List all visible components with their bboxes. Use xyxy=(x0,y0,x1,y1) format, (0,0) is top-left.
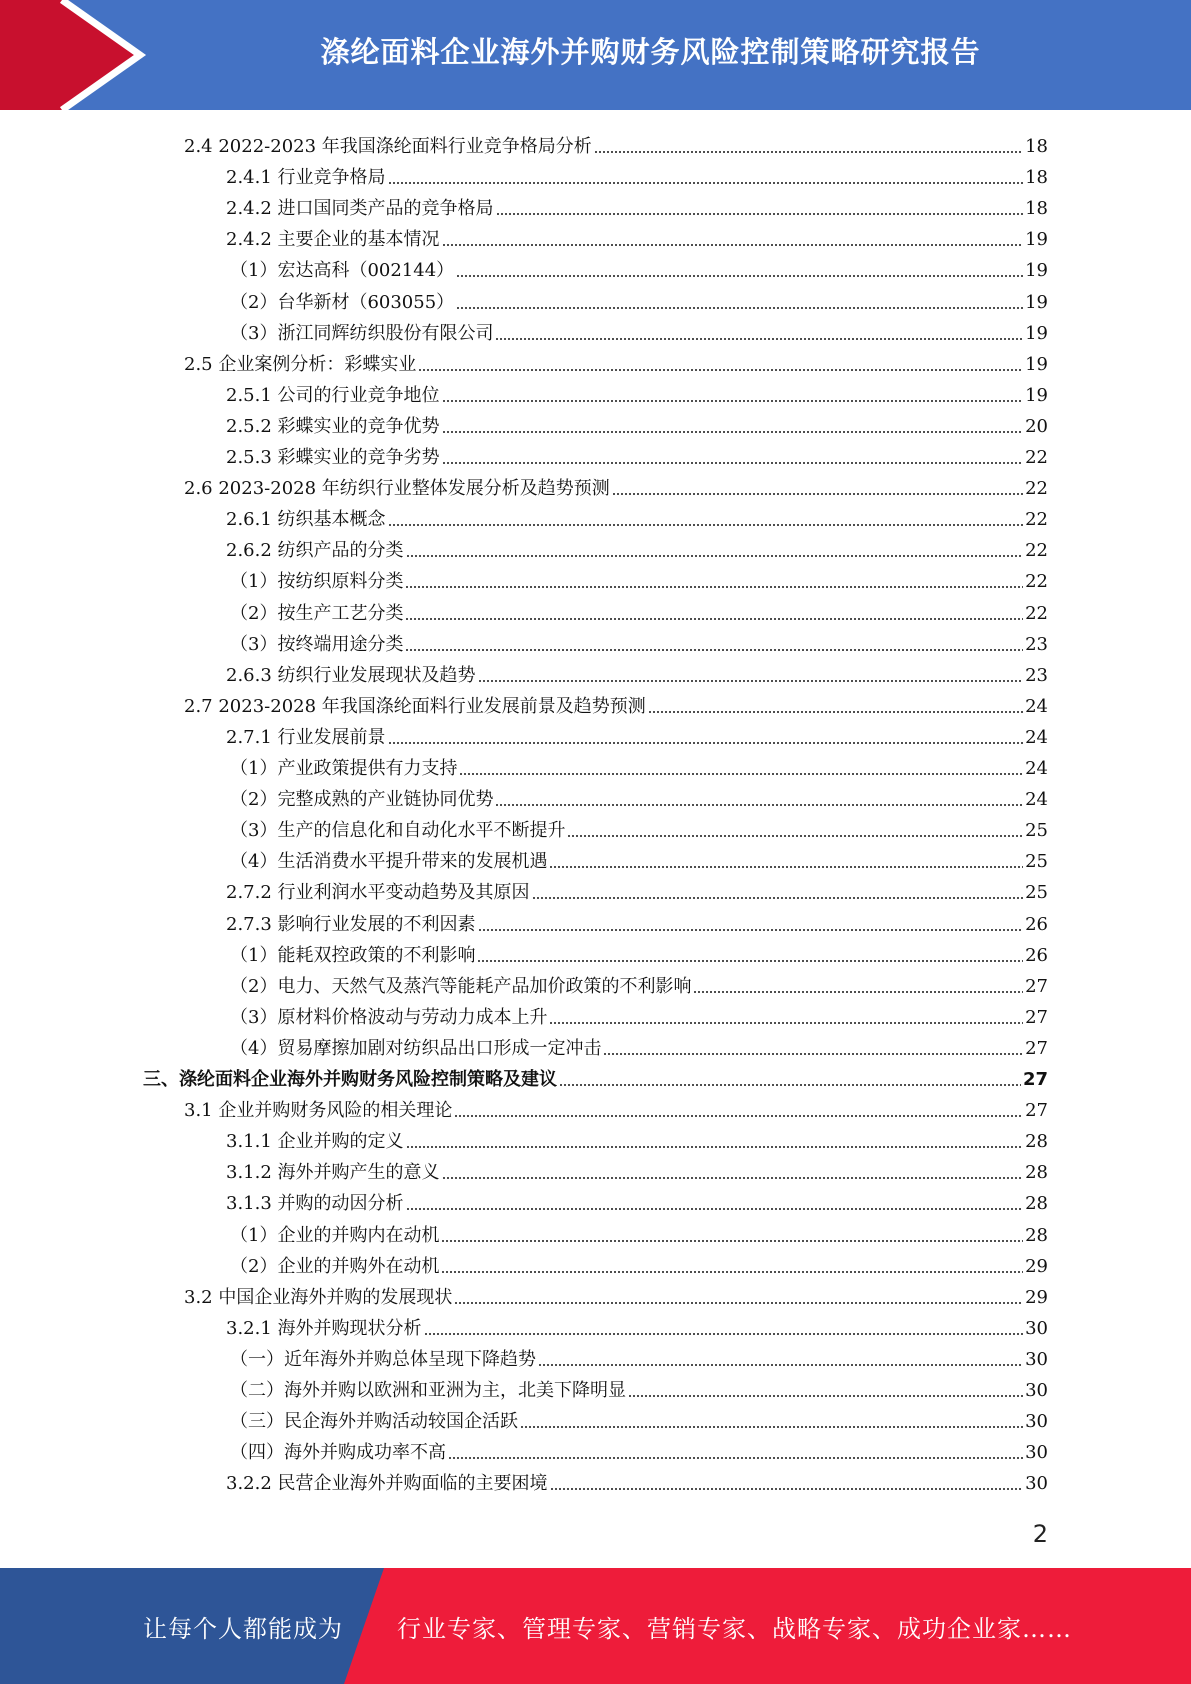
toc-entry-title: （3）浙江同辉纺织股份有限公司 xyxy=(230,322,494,344)
toc-entry[interactable] xyxy=(230,1247,1048,1278)
toc-entry[interactable] xyxy=(226,718,1048,749)
toc-dot-leader xyxy=(603,1053,1023,1055)
toc-entry[interactable] xyxy=(226,500,1048,531)
toc-entry-title: 3.2.2 民营企业海外并购面临的主要困境 xyxy=(226,1473,548,1495)
toc-entry[interactable] xyxy=(226,1309,1048,1340)
toc-entry-title: 2.5.1 公司的行业竞争地位 xyxy=(226,384,440,406)
toc-entry-page: 28 xyxy=(1025,1131,1048,1153)
toc-entry[interactable] xyxy=(230,967,1048,998)
page-number: 2 xyxy=(1032,1520,1048,1548)
toc-dot-leader xyxy=(495,804,1023,806)
toc-entry-page: 19 xyxy=(1025,291,1048,313)
toc-entry-page: 18 xyxy=(1025,198,1048,220)
toc-entry[interactable] xyxy=(230,1402,1048,1433)
toc-entry-title: 3.1 企业并购财务风险的相关理论 xyxy=(184,1100,453,1122)
toc-entry-title: 3.2 中国企业海外并购的发展现状 xyxy=(184,1286,453,1308)
toc-entry[interactable] xyxy=(230,1029,1048,1060)
header-banner xyxy=(0,0,1191,110)
toc-entry-title: （2）完整成熟的产业链协同优势 xyxy=(230,789,494,811)
toc-entry-title: 2.6.2 纺织产品的分类 xyxy=(226,540,404,562)
toc-entry-title: 3.1.2 海外并购产生的意义 xyxy=(226,1162,440,1184)
toc-entry[interactable] xyxy=(226,189,1048,220)
toc-dot-leader xyxy=(442,462,1024,464)
toc-entry-page: 23 xyxy=(1025,633,1048,655)
toc-dot-leader xyxy=(406,555,1024,557)
toc-entry-page: 24 xyxy=(1025,695,1048,717)
toc-dot-leader xyxy=(406,1208,1024,1210)
toc-entry-page: 24 xyxy=(1025,726,1048,748)
toc-entry-page: 19 xyxy=(1025,322,1048,344)
toc-entry-title: （3）生产的信息化和自动化水平不断提升 xyxy=(230,820,566,842)
toc-entry-page: 24 xyxy=(1025,789,1048,811)
toc-entry-page: 30 xyxy=(1025,1348,1048,1370)
toc-entry-title: （二）海外并购以欧洲和亚洲为主，北美下降明显 xyxy=(230,1380,626,1401)
toc-dot-leader xyxy=(477,960,1023,962)
toc-entry[interactable] xyxy=(226,376,1048,407)
toc-entry[interactable] xyxy=(230,283,1048,314)
toc-entry-page: 27 xyxy=(1025,975,1048,997)
toc-entry-title: 3.1.1 企业并购的定义 xyxy=(226,1131,404,1153)
toc-entry-page: 25 xyxy=(1025,820,1048,842)
toc-entry-page: 22 xyxy=(1025,447,1048,468)
toc-dot-leader xyxy=(441,1240,1023,1242)
toc-entry-title: （1）按纺织原料分类 xyxy=(230,571,404,593)
toc-entry-page: 22 xyxy=(1025,478,1048,500)
toc-dot-leader xyxy=(567,835,1023,837)
toc-entry-page: 27 xyxy=(1025,1006,1048,1028)
toc-entry[interactable] xyxy=(226,407,1048,438)
toc-entry-page: 25 xyxy=(1025,851,1048,873)
toc-entry-page: 22 xyxy=(1025,540,1048,562)
toc-entry-title: 2.7.2 行业利润水平变动趋势及其原因 xyxy=(226,882,530,904)
toc-entry-title: 3.2.1 海外并购现状分析 xyxy=(226,1317,422,1339)
toc-dot-leader xyxy=(454,1115,1023,1117)
toc-entry-title: 2.5.2 彩蝶实业的竞争优势 xyxy=(226,415,440,437)
toc-entry[interactable] xyxy=(230,936,1048,967)
toc-entry[interactable] xyxy=(230,780,1048,811)
toc-entry-page: 27 xyxy=(1025,1037,1048,1059)
footer-slogan-right: 行业专家、管理专家、营销专家、战略专家、成功企业家…… xyxy=(397,1614,1072,1643)
toc-dot-leader xyxy=(693,991,1023,993)
toc-entry[interactable] xyxy=(226,1184,1048,1215)
toc-entry-page: 28 xyxy=(1025,1193,1048,1215)
footer-slogan-left: 让每个人都能成为 xyxy=(143,1614,343,1643)
toc-entry[interactable] xyxy=(226,438,1048,469)
toc-entry[interactable] xyxy=(184,345,1048,376)
toc-entry-page: 20 xyxy=(1025,415,1048,437)
toc-entry[interactable] xyxy=(184,1091,1048,1122)
toc-entry[interactable] xyxy=(230,811,1048,842)
footer-banner xyxy=(0,1568,1191,1684)
toc-entry-title: （1）产业政策提供有力支持 xyxy=(230,758,458,779)
toc-entry-title: （2）企业的并购外在动机 xyxy=(230,1255,440,1277)
toc-entry-title: （三）民企海外并购活动较国企活跃 xyxy=(230,1411,518,1433)
toc-entry-page: 27 xyxy=(1025,1100,1048,1122)
toc-entry-page: 22 xyxy=(1025,571,1048,593)
toc-dot-leader xyxy=(405,649,1023,651)
toc-entry-page: 30 xyxy=(1025,1380,1048,1401)
toc-entry-title: （3）按终端用途分类 xyxy=(230,633,404,655)
toc-entry[interactable] xyxy=(230,1216,1048,1247)
toc-entry[interactable] xyxy=(230,562,1048,593)
toc-entry-title: （一）近年海外并购总体呈现下降趋势 xyxy=(230,1348,536,1370)
toc-entry-title: （4）贸易摩擦加剧对纺织品出口形成一定冲击 xyxy=(230,1037,602,1059)
toc-dot-leader xyxy=(388,182,1024,184)
toc-entry-title: 2.7.3 影响行业发展的不利因素 xyxy=(226,913,476,935)
toc-dot-leader xyxy=(612,493,1023,495)
toc-dot-leader xyxy=(442,431,1024,433)
toc-dot-leader xyxy=(448,1457,1023,1459)
toc-entry-page: 28 xyxy=(1025,1162,1048,1184)
toc-entry[interactable] xyxy=(184,687,1048,718)
toc-entry[interactable] xyxy=(226,220,1048,251)
toc-entry-title: 2.7.1 行业发展前景 xyxy=(226,726,386,748)
toc-dot-leader xyxy=(550,1488,1024,1490)
toc-entry[interactable] xyxy=(184,469,1048,500)
toc-entry[interactable] xyxy=(230,998,1048,1029)
toc-entry[interactable] xyxy=(226,1153,1048,1184)
toc-entry-title: 2.6 2023-2028 年纺织行业整体发展分析及趋势预测 xyxy=(184,478,610,500)
toc-entry[interactable] xyxy=(230,749,1048,780)
toc-entry-title: （2）按生产工艺分类 xyxy=(230,602,404,624)
toc-entry-page: 27 xyxy=(1022,1069,1048,1090)
toc-dot-leader xyxy=(538,1364,1023,1366)
toc-dot-leader xyxy=(405,618,1023,620)
toc-entry-page: 30 xyxy=(1025,1317,1048,1339)
toc-entry-title: 2.6.1 纺织基本概念 xyxy=(226,509,386,531)
toc-dot-leader xyxy=(405,586,1023,588)
toc-entry-page: 18 xyxy=(1025,136,1048,157)
toc-dot-leader xyxy=(549,1022,1023,1024)
toc-entry-title: （四）海外并购成功率不高 xyxy=(230,1442,446,1464)
toc-entry-title: （1）能耗双控政策的不利影响 xyxy=(230,944,476,966)
toc-entry-title: （2）电力、天然气及蒸汽等能耗产品加价政策的不利影响 xyxy=(230,975,692,997)
toc-entry-title: （4）生活消费水平提升带来的发展机遇 xyxy=(230,851,548,873)
toc-entry-page: 19 xyxy=(1025,384,1048,406)
toc-dot-leader xyxy=(594,151,1023,153)
toc-entry[interactable] xyxy=(230,594,1048,625)
toc-entry-title: 2.4.1 行业竞争格局 xyxy=(226,167,386,189)
toc-entry-page: 22 xyxy=(1025,509,1048,531)
toc-entry-page: 28 xyxy=(1025,1224,1048,1246)
toc-dot-leader xyxy=(456,307,1023,309)
toc-entry-title: 2.4.2 主要企业的基本情况 xyxy=(226,229,440,251)
toc-entry[interactable] xyxy=(230,1433,1048,1464)
toc-entry-title: 三、涤纶面料企业海外并购财务风险控制策略及建议 xyxy=(143,1069,557,1090)
toc-entry-page: 29 xyxy=(1025,1255,1048,1277)
toc-entry-title: 3.1.3 并购的动因分析 xyxy=(226,1193,404,1215)
toc-dot-leader xyxy=(496,213,1024,215)
toc-entry-page: 29 xyxy=(1025,1286,1048,1308)
toc-entry-title: （1）宏达高科（002144） xyxy=(230,260,455,282)
toc-dot-leader xyxy=(388,742,1024,744)
report-title: 涤纶面料企业海外并购财务风险控制策略研究报告 xyxy=(320,34,981,69)
toc-entry[interactable] xyxy=(226,656,1048,687)
toc-entry[interactable] xyxy=(230,314,1048,345)
toc-entry[interactable] xyxy=(226,1464,1048,1495)
toc-entry[interactable] xyxy=(230,1340,1048,1371)
toc-entry-page: 24 xyxy=(1025,758,1048,779)
toc-entry-title: 2.5.3 彩蝶实业的竞争劣势 xyxy=(226,447,440,468)
toc-entry-title: （1）企业的并购内在动机 xyxy=(230,1224,440,1246)
toc-entry-page: 25 xyxy=(1025,882,1048,904)
toc-dot-leader xyxy=(520,1426,1023,1428)
toc-entry-page: 30 xyxy=(1025,1473,1048,1495)
toc-dot-leader xyxy=(406,1146,1024,1148)
toc-dot-leader xyxy=(454,1302,1023,1304)
header-arrow-decoration xyxy=(0,0,150,110)
toc-dot-leader xyxy=(648,711,1023,713)
toc-entry[interactable] xyxy=(230,251,1048,282)
toc-entry[interactable] xyxy=(226,905,1048,936)
toc-dot-leader xyxy=(388,524,1024,526)
toc-entry[interactable] xyxy=(226,531,1048,562)
toc-dot-leader xyxy=(418,369,1023,371)
toc-dot-leader xyxy=(424,1333,1024,1335)
toc-entry-title: 2.5 企业案例分析：彩蝶实业 xyxy=(184,353,417,375)
toc-dot-leader xyxy=(456,275,1023,277)
toc-entry[interactable] xyxy=(184,127,1048,158)
toc-entry-page: 23 xyxy=(1025,664,1048,686)
toc-dot-leader xyxy=(442,1177,1024,1179)
toc-dot-leader xyxy=(478,680,1024,682)
toc-entry-page: 30 xyxy=(1025,1411,1048,1433)
toc-entry[interactable] xyxy=(226,1122,1048,1153)
toc-dot-leader xyxy=(532,897,1024,899)
toc-entry[interactable] xyxy=(230,1371,1048,1402)
toc-entry[interactable] xyxy=(226,873,1048,904)
toc-entry-page: 19 xyxy=(1025,229,1048,251)
toc-entry[interactable] xyxy=(230,842,1048,873)
toc-entry[interactable] xyxy=(230,625,1048,656)
toc-dot-leader xyxy=(441,1271,1023,1273)
toc-entry[interactable] xyxy=(226,158,1048,189)
toc-entry-page: 19 xyxy=(1025,260,1048,282)
toc-entry-page: 18 xyxy=(1025,167,1048,189)
toc-entry-title: （3）原材料价格波动与劳动力成本上升 xyxy=(230,1006,548,1028)
toc-dot-leader xyxy=(478,929,1024,931)
toc-entry-page: 26 xyxy=(1025,913,1048,935)
toc-entry-title: 2.4.2 进口国同类产品的竞争格局 xyxy=(226,198,494,220)
toc-dot-leader xyxy=(549,866,1023,868)
toc-entry-page: 22 xyxy=(1025,602,1048,624)
toc-entry[interactable] xyxy=(143,1060,1048,1091)
toc-dot-leader xyxy=(559,1084,1021,1086)
toc-entry-title: 2.7 2023-2028 年我国涤纶面料行业发展前景及趋势预测 xyxy=(184,695,646,717)
toc-dot-leader xyxy=(628,1395,1023,1397)
toc-entry-title: 2.4 2022-2023 年我国涤纶面料行业竞争格局分析 xyxy=(184,136,592,157)
toc-entry-page: 19 xyxy=(1025,353,1048,375)
toc-dot-leader xyxy=(459,773,1023,775)
toc-entry-page: 30 xyxy=(1025,1442,1048,1464)
toc-entry[interactable] xyxy=(184,1278,1048,1309)
toc-entry-page: 26 xyxy=(1025,944,1048,966)
toc-dot-leader xyxy=(442,244,1024,246)
toc-entry-title: （2）台华新材（603055） xyxy=(230,291,455,313)
toc-dot-leader xyxy=(442,400,1024,402)
toc-dot-leader xyxy=(495,338,1023,340)
toc-entry-title: 2.6.3 纺织行业发展现状及趋势 xyxy=(226,664,476,686)
